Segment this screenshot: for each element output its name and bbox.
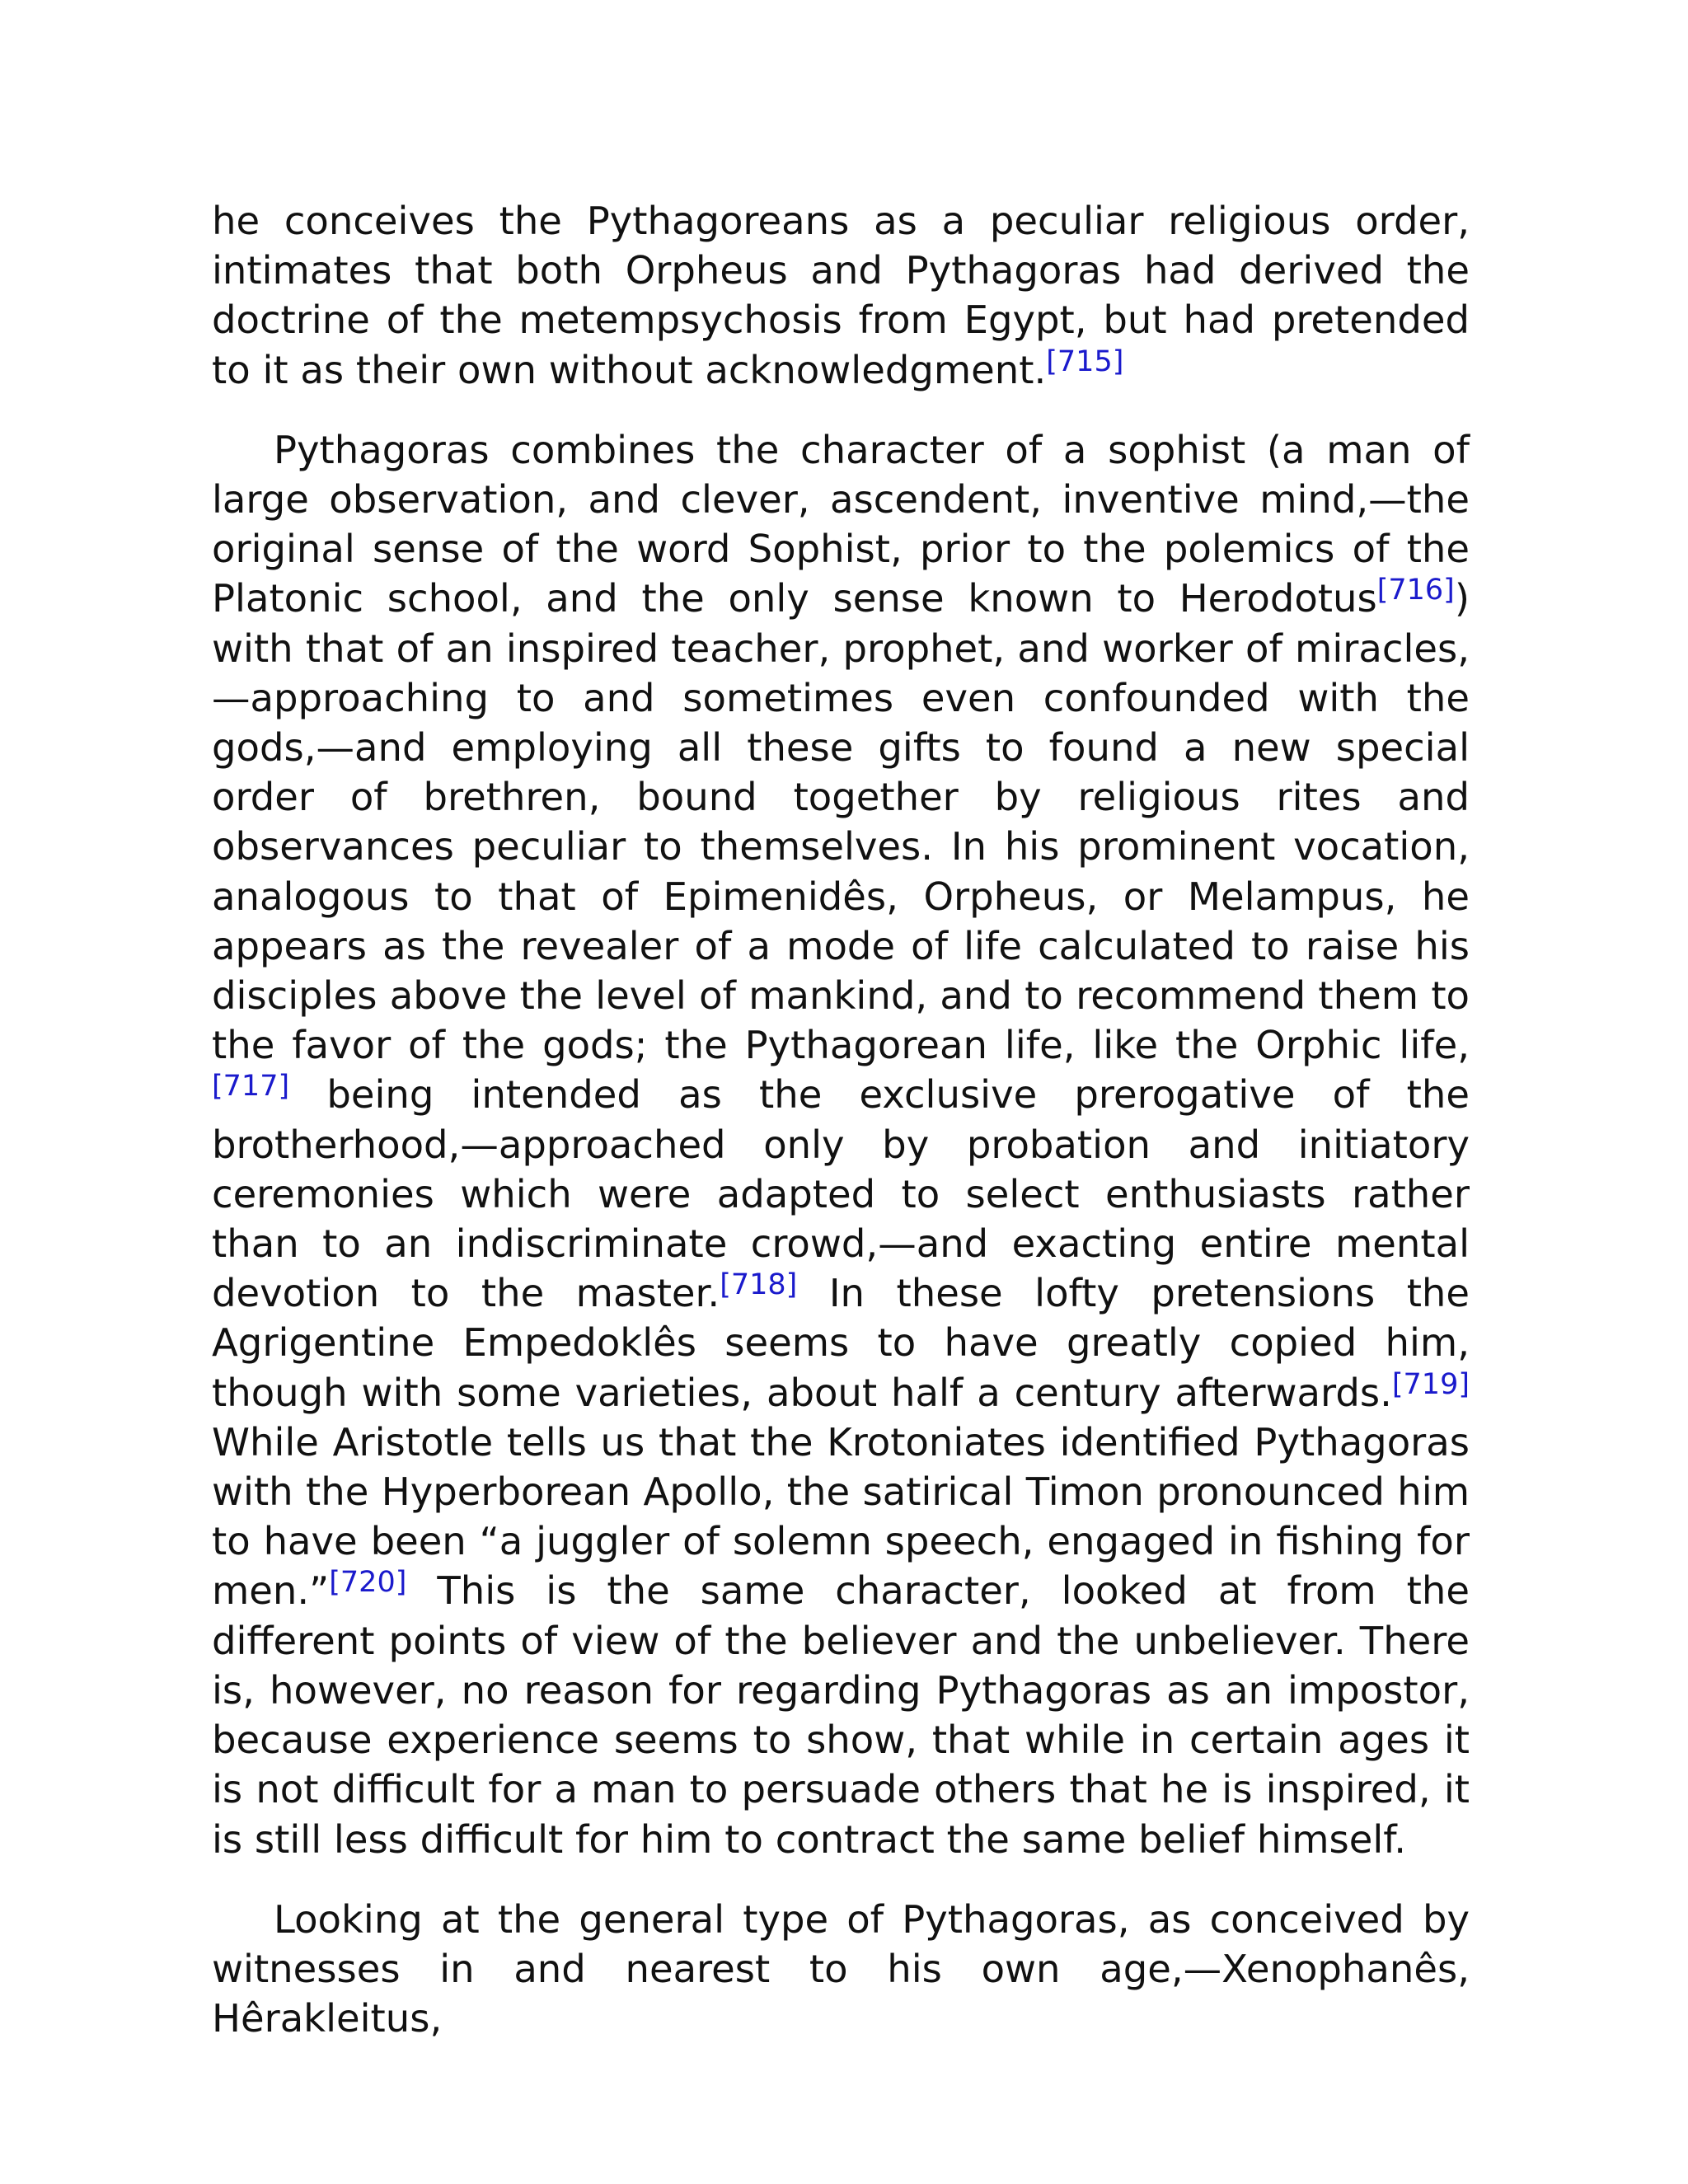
- footnote-link-720[interactable]: [720]: [329, 1566, 407, 1600]
- document-page: [212, 196, 1470, 2074]
- paragraph-text: being intended as the exclusive prerogative of the brotherhood,—approached only by probation and initiatory ceremonies which were adapted to select enthusiasts rather than to an indiscriminate crowd,—and exacting entire mental devotion to the master.: [212, 1072, 1470, 1316]
- paragraph-text: Pythagoras combines the character of a sophist (a man of large observation, and clever, ascendent, inventive mind,—the original sense of the word Sophist, prior to the polemics of the Platonic school, and the only sense known to Herodotus: [212, 427, 1470, 621]
- footnote-link-717[interactable]: [717]: [212, 1070, 290, 1104]
- footnote-link-715[interactable]: [715]: [1046, 344, 1124, 378]
- paragraph-text: he conceives the Pythagoreans as a peculiar religious order, intimates that both Orpheus and Pythagoras had derived the doctrine of the metempsychosis from Egypt, but had pretended to it as their own without acknowledgment.: [212, 199, 1470, 392]
- paragraph-1: [212, 196, 1470, 395]
- paragraph-text: In these lofty pretensions the Agrigentine Empedoklês seems to have greatly copied him, though with some varieties, about half a century afterwards.: [212, 1271, 1470, 1415]
- footnote-link-718[interactable]: [718]: [720, 1268, 798, 1302]
- paragraph-3: [212, 1895, 1470, 2044]
- footnote-link-719[interactable]: [719]: [1391, 1367, 1470, 1401]
- paragraph-text: ) with that of an inspired teacher, prophet, and worker of miracles,—approaching to and sometimes even confounded with the gods,—and employing all these gifts to found a new special order of brethren, bound together by religious rites and observances peculiar to themselves. In his prominent vocation, analogous to that of Epimenidês, Orpheus, or Melampus, he appears as the revealer of a mode of life calculated to raise his disciples above the level of mankind, and to recommend them to the favor of the gods; the Pythagorean life, like the Orphic life,: [212, 576, 1470, 1068]
- paragraph-text: Looking at the general type of Pythagoras, as conceived by witnesses in and nearest to his own age,—Xenophanês, Hêrakleitus,: [212, 1896, 1470, 2041]
- footnote-link-716[interactable]: [716]: [1376, 574, 1455, 607]
- paragraph-2: [212, 425, 1470, 1864]
- paragraph-text: This is the same character, looked at from the different points of view of the believer and the unbeliever. There is, however, no reason for regarding Pythagoras as an impostor, because experience seems to show, that while in certain ages it is not difficult for a man to persuade others that he is inspired, it is still less difficult for him to contract the same belief himself.: [212, 1568, 1470, 1862]
- paragraph-text: While Aristotle tells us that the Krotoniates identified Pythagoras with the Hyperborean Apollo, the satirical Timon pronounced him to have been “a juggler of solemn speech, engaged in fishing for men.”: [212, 1419, 1470, 1614]
